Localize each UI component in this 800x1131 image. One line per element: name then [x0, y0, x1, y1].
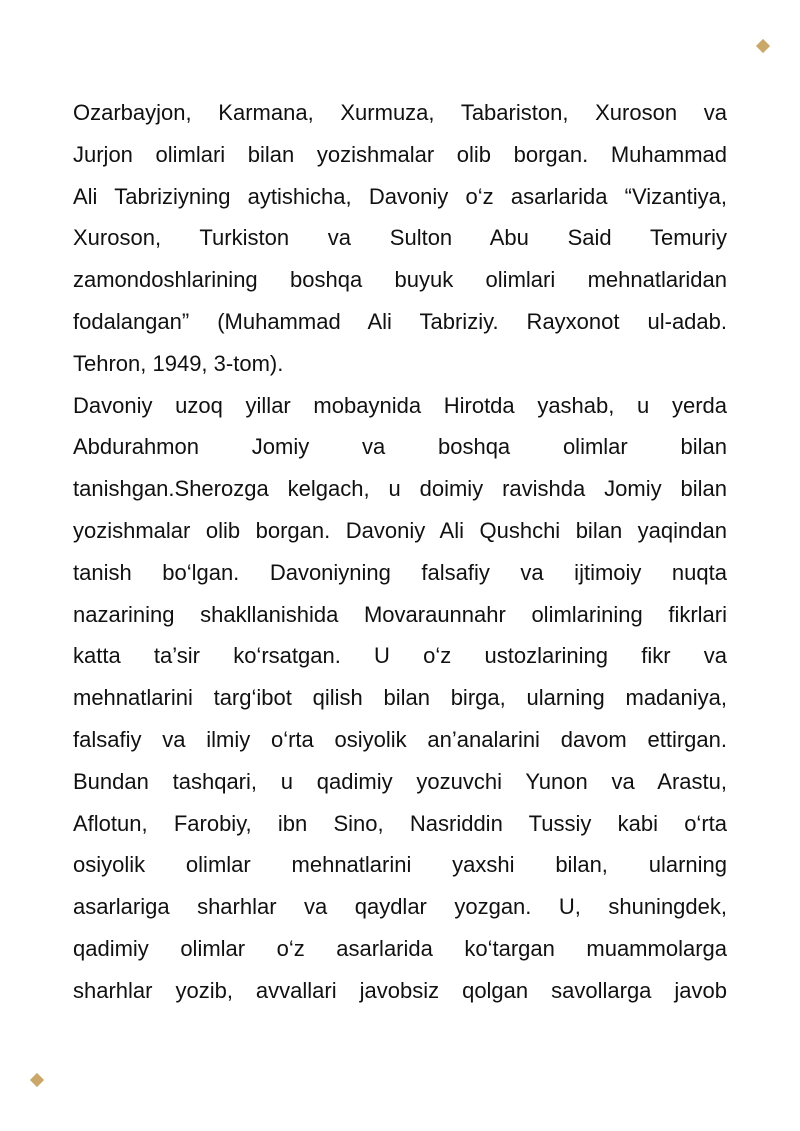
corner-diamond-ornament-bottom-left: [30, 1073, 44, 1087]
body-text: [73, 92, 727, 1012]
text-line: Ozarbayjon, Karmana, Xurmuza, Tabariston, Xuroson va: [73, 100, 727, 125]
text-line: qadimiy olimlar o‘z asarlarida ko‘targan muammolarga: [73, 935, 727, 961]
text-line: Xuroson, Turkiston va Sulton Abu Said Temuriy: [73, 225, 727, 251]
text-line: Davoniy uzoq yillar mobaynida Hirotda yashab, u yerda: [73, 392, 727, 418]
corner-diamond-ornament-top-right: [756, 39, 770, 53]
text-line: mehnatlarini targ‘ibot qilish bilan birga, ularning madaniya,: [73, 685, 727, 711]
text-line: asarlariga sharhlar va qaydlar yozgan. U, shuningdek,: [73, 894, 727, 920]
text-line: Ali Tabriziyning aytishicha, Davoniy o‘z asarlarida “Vizantiya,: [73, 183, 727, 209]
text-line: zamondoshlarining boshqa buyuk olimlari mehnatlaridan: [73, 267, 727, 293]
text-line: osiyolik olimlar mehnatlarini yaxshi bilan, ularning: [73, 852, 727, 878]
text-line: tanish bo‘lgan. Davoniyning falsafiy va ijtimoiy nuqta: [73, 559, 727, 585]
text-line: sharhlar yozib, avvallari javobsiz qolgan savollarga javob: [73, 977, 727, 1003]
text-line: Aflotun, Farobiy, ibn Sino, Nasriddin Tussiy kabi o‘rta: [73, 810, 727, 836]
text-line: Jurjon olimlari bilan yozishmalar olib borgan. Muhammad: [73, 141, 727, 167]
text-line: fodalangan” (Muhammad Ali Tabriziy. Rayxonot ul-adab.: [73, 308, 727, 334]
text-line: yozishmalar olib borgan. Davoniy Ali Qushchi bilan yaqindan: [73, 517, 727, 543]
text-line: Abdurahmon Jomiy va boshqa olimlar bilan: [73, 434, 727, 460]
text-line: nazarining shakllanishida Movaraunnahr olimlarining fikrlari: [73, 601, 727, 627]
text-line: Bundan tashqari, u qadimiy yozuvchi Yunon va Arastu,: [73, 768, 727, 794]
text-line: katta ta’sir ko‘rsatgan. U o‘z ustozlarining fikr va: [73, 643, 727, 669]
text-line: Tehron, 1949, 3-tom).: [73, 350, 284, 376]
text-line: falsafiy va ilmiy o‘rta osiyolik an’analarini davom ettirgan.: [73, 726, 727, 752]
text-line: tanishgan.Sherozga kelgach, u doimiy ravishda Jomiy bilan: [73, 476, 727, 502]
